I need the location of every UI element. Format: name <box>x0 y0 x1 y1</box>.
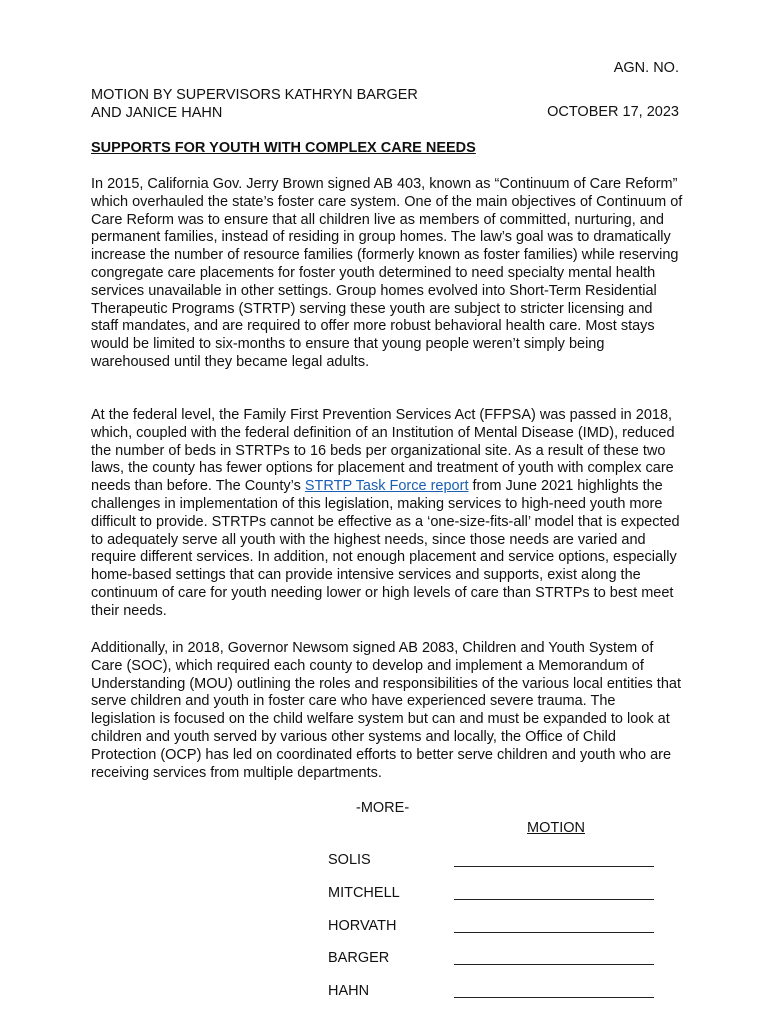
paragraph-continuum-of-care: In 2015, California Gov. Jerry Brown signed AB 403, known as “Continuum of Care Reform” which overhauled the state’s foster care system. One of the main objectives of Continuum of Care Reform was to ensure that all children live as members of committed, nurturing, and permanent families, instead of residing in group homes. The law’s goal was to dramatically increase the number of resource families (formerly known as foster families) while reserving congregate care placements for foster youth determined to need specialty mental health services unavailable in other settings. Group homes evolved into Short-Term Residential Therapeutic Programs (STRTP) serving these youth are subject to stricter licensing and staff mandates, and are required to offer more robust behavioral health care. Most stays would be limited to six-months to ensure that young people weren’t simply being warehoused until they became legal adults. <box>91 176 683 370</box>
more-indicator: -MORE- <box>356 800 410 816</box>
agenda-number: AGN. NO. <box>613 60 679 76</box>
motion-vote-label: MOTION <box>527 820 585 836</box>
vote-signature-line <box>454 899 654 900</box>
paragraph-system-of-care: Additionally, in 2018, Governor Newsom signed AB 2083, Children and Youth System of Care (SOC), which required each county to develop and implement a Memorandum of Understanding (MOU) outlining the roles and responsibilities of the various local entities that serve children and youth in foster care who have experienced severe trauma. The legislation is focused on the child welfare system but can and must be expanded to look at children and youth served by various other systems and locally, the Office of Child Protection (OCP) has led on coordinated efforts to better serve children and youth who are receiving services from multiple departments. <box>91 640 681 781</box>
paragraph-ffpsa-text-before: At the federal level, the Family First Prevention Services Act (FFPSA) was passed in 2018, which, coupled with the federal definition of an Institution of Mental Disease (IMD), reduced the number of beds in STRTPs to 16 beds per organizational site. As a result of these two laws, the county has fewer options for placement and treatment of youth with complex care needs than before. The County’s <box>91 407 675 495</box>
vote-row-mitchell <box>328 885 658 903</box>
vote-name: BARGER <box>328 950 390 966</box>
vote-signature-line <box>454 932 654 933</box>
vote-row-solis <box>328 852 658 870</box>
motion-date: OCTOBER 17, 2023 <box>547 104 679 120</box>
motion-sponsors-line1: MOTION BY SUPERVISORS KATHRYN BARGER <box>91 87 418 103</box>
paragraph-ffpsa <box>91 407 683 621</box>
strtp-task-force-report-link[interactable]: STRTP Task Force report <box>304 478 469 495</box>
vote-name: SOLIS <box>328 852 371 868</box>
vote-name: HAHN <box>328 983 370 999</box>
motion-sponsors <box>91 86 418 122</box>
vote-row-barger <box>328 950 658 968</box>
motion-sponsors-line2: AND JANICE HAHN <box>91 105 223 121</box>
vote-name: MITCHELL <box>328 885 400 901</box>
vote-signature-line <box>454 866 654 867</box>
vote-signature-line <box>454 964 654 965</box>
vote-row-hahn <box>328 983 658 1001</box>
motion-title: SUPPORTS FOR YOUTH WITH COMPLEX CARE NEEDS <box>91 140 476 156</box>
vote-name: HORVATH <box>328 918 397 934</box>
vote-signature-line <box>454 997 654 998</box>
vote-row-horvath <box>328 918 658 936</box>
paragraph-ffpsa-text-after: from June 2021 highlights the challenges in implementation of this legislation, making services to high-need youth more difficult to provide. STRTPs cannot be effective as a ‘one-size-fits-all’ model that is expected to adequately serve all youth with the highest needs, since those needs are varied and require different services. In addition, not enough placement and service options, especially home-based settings that can provide intensive services and supports, exist along the continuum of care for youth needing lower or high levels of care than STRTPs to best meet their needs. <box>91 478 680 619</box>
